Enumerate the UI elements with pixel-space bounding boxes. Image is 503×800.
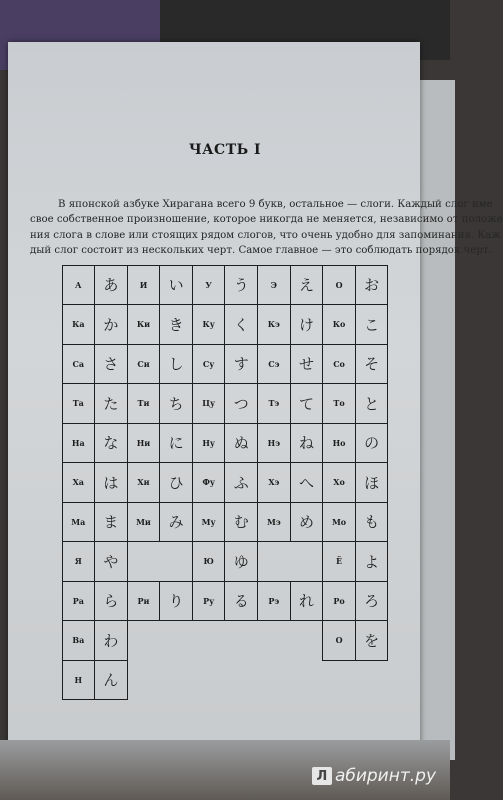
hiragana-cell: む xyxy=(224,502,258,543)
hiragana-cell: す xyxy=(224,344,258,385)
intro-paragraph xyxy=(30,197,503,258)
hiragana-cell: い xyxy=(159,265,193,306)
labirint-logo-icon: Л xyxy=(312,767,332,785)
hiragana-cell: し xyxy=(159,344,193,385)
romanization-cell: Н xyxy=(62,660,96,701)
hiragana-cell: ち xyxy=(159,383,193,424)
hiragana-cell: て xyxy=(290,383,324,424)
romanization-cell: На xyxy=(62,423,96,464)
romanization-cell: Кэ xyxy=(257,304,291,345)
hiragana-cell: ら xyxy=(94,581,128,622)
hiragana-cell: せ xyxy=(290,344,324,385)
hiragana-cell: ろ xyxy=(355,581,389,622)
hiragana-cell: そ xyxy=(355,344,389,385)
romanization-cell: Ку xyxy=(192,304,226,345)
hiragana-cell: よ xyxy=(355,541,389,582)
romanization-cell: Ва xyxy=(62,620,96,661)
hiragana-cell: な xyxy=(94,423,128,464)
romanization-cell: Тэ xyxy=(257,383,291,424)
hiragana-cell: ね xyxy=(290,423,324,464)
hiragana-cell: こ xyxy=(355,304,389,345)
romanization-cell: Ка xyxy=(62,304,96,345)
hiragana-cell: さ xyxy=(94,344,128,385)
paragraph-line: дый слог состоит из нескольких черт. Самое главное — это соблюдать порядок черт. xyxy=(30,244,492,256)
hiragana-cell: や xyxy=(94,541,128,582)
romanization-cell: Ха xyxy=(62,462,96,503)
romanization-cell: Си xyxy=(127,344,161,385)
hiragana-cell: に xyxy=(159,423,193,464)
hiragana-cell: を xyxy=(355,620,389,661)
hiragana-cell: り xyxy=(159,581,193,622)
hiragana-cell: お xyxy=(355,265,389,306)
romanization-cell: Ма xyxy=(62,502,96,543)
hiragana-cell: ゆ xyxy=(224,541,258,582)
romanization-cell: Фу xyxy=(192,462,226,503)
hiragana-cell: る xyxy=(224,581,258,622)
romanization-cell: Ё xyxy=(322,541,356,582)
hiragana-cell: は xyxy=(94,462,128,503)
paragraph-line: свое собственное произношение, которое никогда не меняется, независимо от положе xyxy=(30,214,503,226)
romanization-cell: Рэ xyxy=(257,581,291,622)
romanization-cell: Ти xyxy=(127,383,161,424)
romanization-cell: Хо xyxy=(322,462,356,503)
romanization-cell: Ю xyxy=(192,541,226,582)
romanization-cell: Я xyxy=(62,541,96,582)
hiragana-cell: め xyxy=(290,502,324,543)
hiragana-cell: く xyxy=(224,304,258,345)
romanization-cell: Сэ xyxy=(257,344,291,385)
romanization-cell: Ра xyxy=(62,581,96,622)
romanization-cell: Ру xyxy=(192,581,226,622)
paragraph-line: ния слога в слове или стоящих рядом слогов, что очень удобно для запоминания. Каж xyxy=(30,229,501,241)
hiragana-cell: も xyxy=(355,502,389,543)
romanization-cell: Та xyxy=(62,383,96,424)
romanization-cell: Ну xyxy=(192,423,226,464)
hiragana-cell: ま xyxy=(94,502,128,543)
romanization-cell: Хи xyxy=(127,462,161,503)
romanization-cell: Но xyxy=(322,423,356,464)
hiragana-cell: た xyxy=(94,383,128,424)
hiragana-cell: ふ xyxy=(224,462,258,503)
romanization-cell: Нэ xyxy=(257,423,291,464)
page-title: ЧАСТЬ I xyxy=(188,142,262,158)
romanization-cell: Ро xyxy=(322,581,356,622)
romanization-cell: О xyxy=(322,620,356,661)
romanization-cell: Му xyxy=(192,502,226,543)
hiragana-cell: ほ xyxy=(355,462,389,503)
romanization-cell: Хэ xyxy=(257,462,291,503)
romanization-cell: Мэ xyxy=(257,502,291,543)
romanization-cell: О xyxy=(322,265,356,306)
watermark-logo xyxy=(312,766,436,786)
hiragana-cell: け xyxy=(290,304,324,345)
romanization-cell: А xyxy=(62,265,96,306)
romanization-cell: Цу xyxy=(192,383,226,424)
hiragana-cell: ひ xyxy=(159,462,193,503)
hiragana-cell: ん xyxy=(94,660,128,701)
hiragana-cell: つ xyxy=(224,383,258,424)
romanization-cell: Ко xyxy=(322,304,356,345)
watermark-text: абиринт.ру xyxy=(334,766,436,786)
romanization-cell: Со xyxy=(322,344,356,385)
next-page-edge xyxy=(415,80,455,760)
romanization-cell: Су xyxy=(192,344,226,385)
hiragana-cell: う xyxy=(224,265,258,306)
hiragana-cell: れ xyxy=(290,581,324,622)
romanization-cell: Ми xyxy=(127,502,161,543)
hiragana-table xyxy=(62,265,388,700)
romanization-cell: Мо xyxy=(322,502,356,543)
hiragana-cell: わ xyxy=(94,620,128,661)
hiragana-cell: と xyxy=(355,383,389,424)
romanization-cell: Ки xyxy=(127,304,161,345)
hiragana-cell: き xyxy=(159,304,193,345)
romanization-cell: То xyxy=(322,383,356,424)
romanization-cell: Ни xyxy=(127,423,161,464)
hiragana-cell: か xyxy=(94,304,128,345)
hiragana-cell: あ xyxy=(94,265,128,306)
hiragana-cell: み xyxy=(159,502,193,543)
hiragana-cell: の xyxy=(355,423,389,464)
romanization-cell: Э xyxy=(257,265,291,306)
hiragana-cell: ぬ xyxy=(224,423,258,464)
romanization-cell: Ри xyxy=(127,581,161,622)
romanization-cell: У xyxy=(192,265,226,306)
hiragana-cell: へ xyxy=(290,462,324,503)
romanization-cell: И xyxy=(127,265,161,306)
romanization-cell: Са xyxy=(62,344,96,385)
hiragana-cell: え xyxy=(290,265,324,306)
paragraph-line: В японской азбуке Хирагана всего 9 букв, остальное — слоги. Каждый слог име xyxy=(58,199,493,210)
